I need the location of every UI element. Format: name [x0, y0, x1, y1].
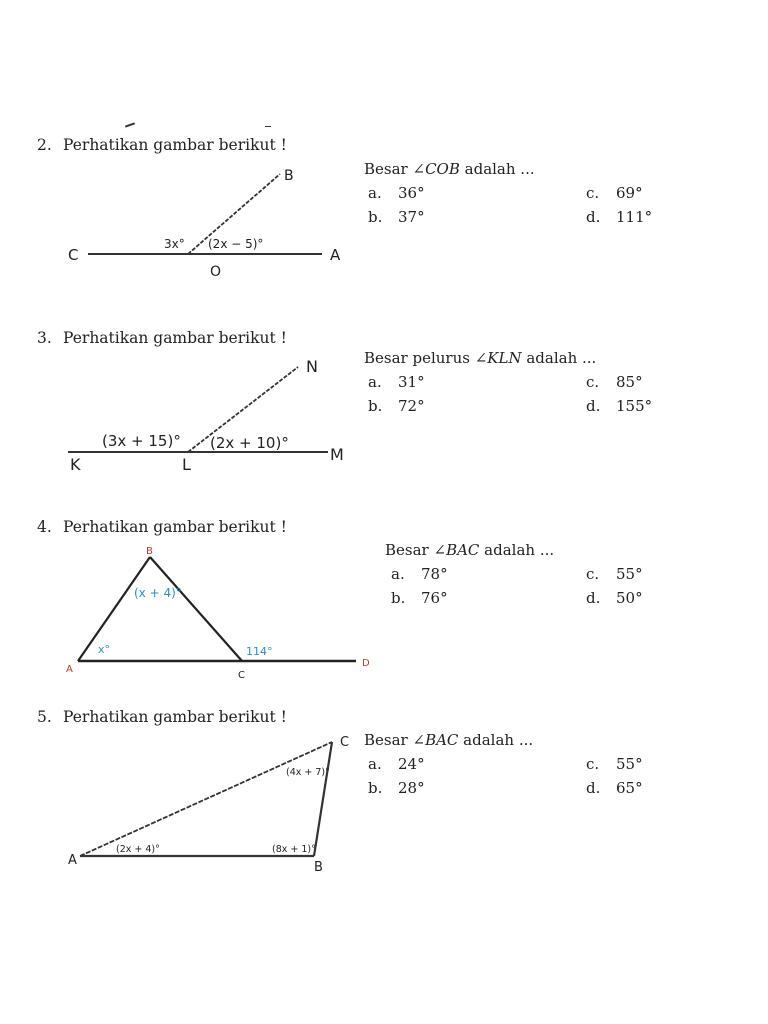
question-2-heading	[37, 136, 287, 154]
question-number: 3.	[37, 329, 52, 347]
stem-angle: KLN	[487, 349, 522, 367]
stem-text: adalah ...	[459, 160, 535, 178]
angle-diagram	[60, 160, 360, 290]
option-b[interactable]: b. 28°	[368, 779, 425, 797]
question-stem	[364, 349, 596, 373]
stem-text: adalah ...	[521, 349, 597, 367]
label-a: A	[68, 853, 77, 868]
stem-angle: BAC	[446, 541, 480, 559]
option-c[interactable]: c. 55°	[586, 755, 643, 773]
angle-label-c: (4x + 7)°	[286, 767, 330, 778]
triangle-diagram	[60, 730, 370, 880]
question-5-heading	[37, 708, 287, 726]
label-d: D	[362, 658, 370, 669]
question-heading-text: Perhatikan gambar berikut !	[63, 708, 287, 726]
side-ab	[78, 557, 150, 661]
angle-label-b: (8x + 1)°	[272, 844, 316, 855]
options-row	[385, 589, 643, 613]
options-row	[364, 373, 643, 397]
question-5-figure	[60, 730, 370, 880]
triangle-diagram	[60, 540, 380, 685]
stem-text: Besar ∠	[364, 160, 426, 178]
angle-label-nlm: (2x + 10)°	[210, 434, 289, 452]
option-d[interactable]: d. 111°	[586, 208, 653, 226]
options-row	[385, 565, 643, 589]
question-stem	[385, 541, 554, 565]
option-a[interactable]: a. 24°	[368, 755, 425, 773]
stem-text: Besar ∠	[364, 731, 426, 749]
question-stem	[364, 731, 533, 755]
question-4-answers	[385, 541, 643, 613]
option-b[interactable]: b. 76°	[391, 589, 448, 607]
option-b[interactable]: b. 72°	[368, 397, 425, 415]
option-c[interactable]: c. 69°	[586, 184, 643, 202]
question-2-figure	[60, 160, 360, 290]
question-3-heading	[37, 329, 287, 347]
options-row	[364, 208, 653, 232]
label-n: N	[306, 357, 318, 376]
options-row	[364, 755, 643, 779]
angle-label-b: (x + 4)°	[134, 586, 182, 600]
angle-label-a: x°	[98, 643, 111, 656]
label-o: O	[210, 264, 222, 280]
side-ac	[80, 742, 332, 856]
label-c: C	[340, 735, 350, 750]
angle-diagram	[60, 352, 360, 482]
options-row	[364, 397, 653, 421]
angle-label-exterior: 114°	[246, 645, 273, 658]
label-b: B	[146, 546, 153, 557]
question-stem	[364, 160, 535, 184]
option-d[interactable]: d. 65°	[586, 779, 643, 797]
label-m: M	[330, 445, 344, 464]
question-number: 2.	[37, 136, 52, 154]
stem-text: adalah ...	[458, 731, 534, 749]
angle-label-boa: (2x − 5)°	[208, 237, 264, 251]
question-number: 5.	[37, 708, 52, 726]
angle-label-cob: 3x°	[164, 237, 185, 251]
option-d[interactable]: d. 50°	[586, 589, 643, 607]
option-d[interactable]: d. 155°	[586, 397, 653, 415]
question-heading-text: Perhatikan gambar berikut !	[63, 136, 287, 154]
option-a[interactable]: a. 78°	[391, 565, 448, 583]
question-5-answers	[364, 731, 643, 803]
question-4-heading	[37, 518, 287, 536]
question-2-answers	[364, 160, 653, 232]
option-a[interactable]: a. 31°	[368, 373, 425, 391]
options-row	[364, 779, 643, 803]
label-c: C	[238, 670, 245, 681]
question-heading-text: Perhatikan gambar berikut !	[63, 518, 287, 536]
label-b: B	[284, 168, 294, 184]
angle-label-a: (2x + 4)°	[116, 844, 160, 855]
question-3-answers	[364, 349, 653, 421]
option-a[interactable]: a. 36°	[368, 184, 425, 202]
label-a: A	[66, 664, 73, 675]
question-3-figure	[60, 352, 360, 482]
stem-angle: COB	[425, 160, 460, 178]
option-c[interactable]: c. 55°	[586, 565, 643, 583]
option-c[interactable]: c. 85°	[586, 373, 643, 391]
options-row	[364, 184, 643, 208]
question-4-figure	[60, 540, 380, 685]
angle-label-kln: (3x + 15)°	[102, 432, 181, 450]
option-b[interactable]: b. 37°	[368, 208, 425, 226]
stem-text: Besar ∠	[385, 541, 447, 559]
stem-text: adalah ...	[479, 541, 555, 559]
stem-text: Besar pelurus ∠	[364, 349, 488, 367]
side-cb	[314, 742, 332, 856]
label-c: C	[68, 246, 79, 264]
label-l: L	[182, 455, 191, 474]
side-bc	[150, 557, 242, 661]
stem-angle: BAC	[425, 731, 459, 749]
label-k: K	[70, 455, 81, 474]
scan-mark	[265, 126, 271, 127]
scan-mark	[125, 122, 135, 127]
question-number: 4.	[37, 518, 52, 536]
label-a: A	[330, 246, 341, 264]
label-b: B	[314, 860, 323, 875]
question-heading-text: Perhatikan gambar berikut !	[63, 329, 287, 347]
